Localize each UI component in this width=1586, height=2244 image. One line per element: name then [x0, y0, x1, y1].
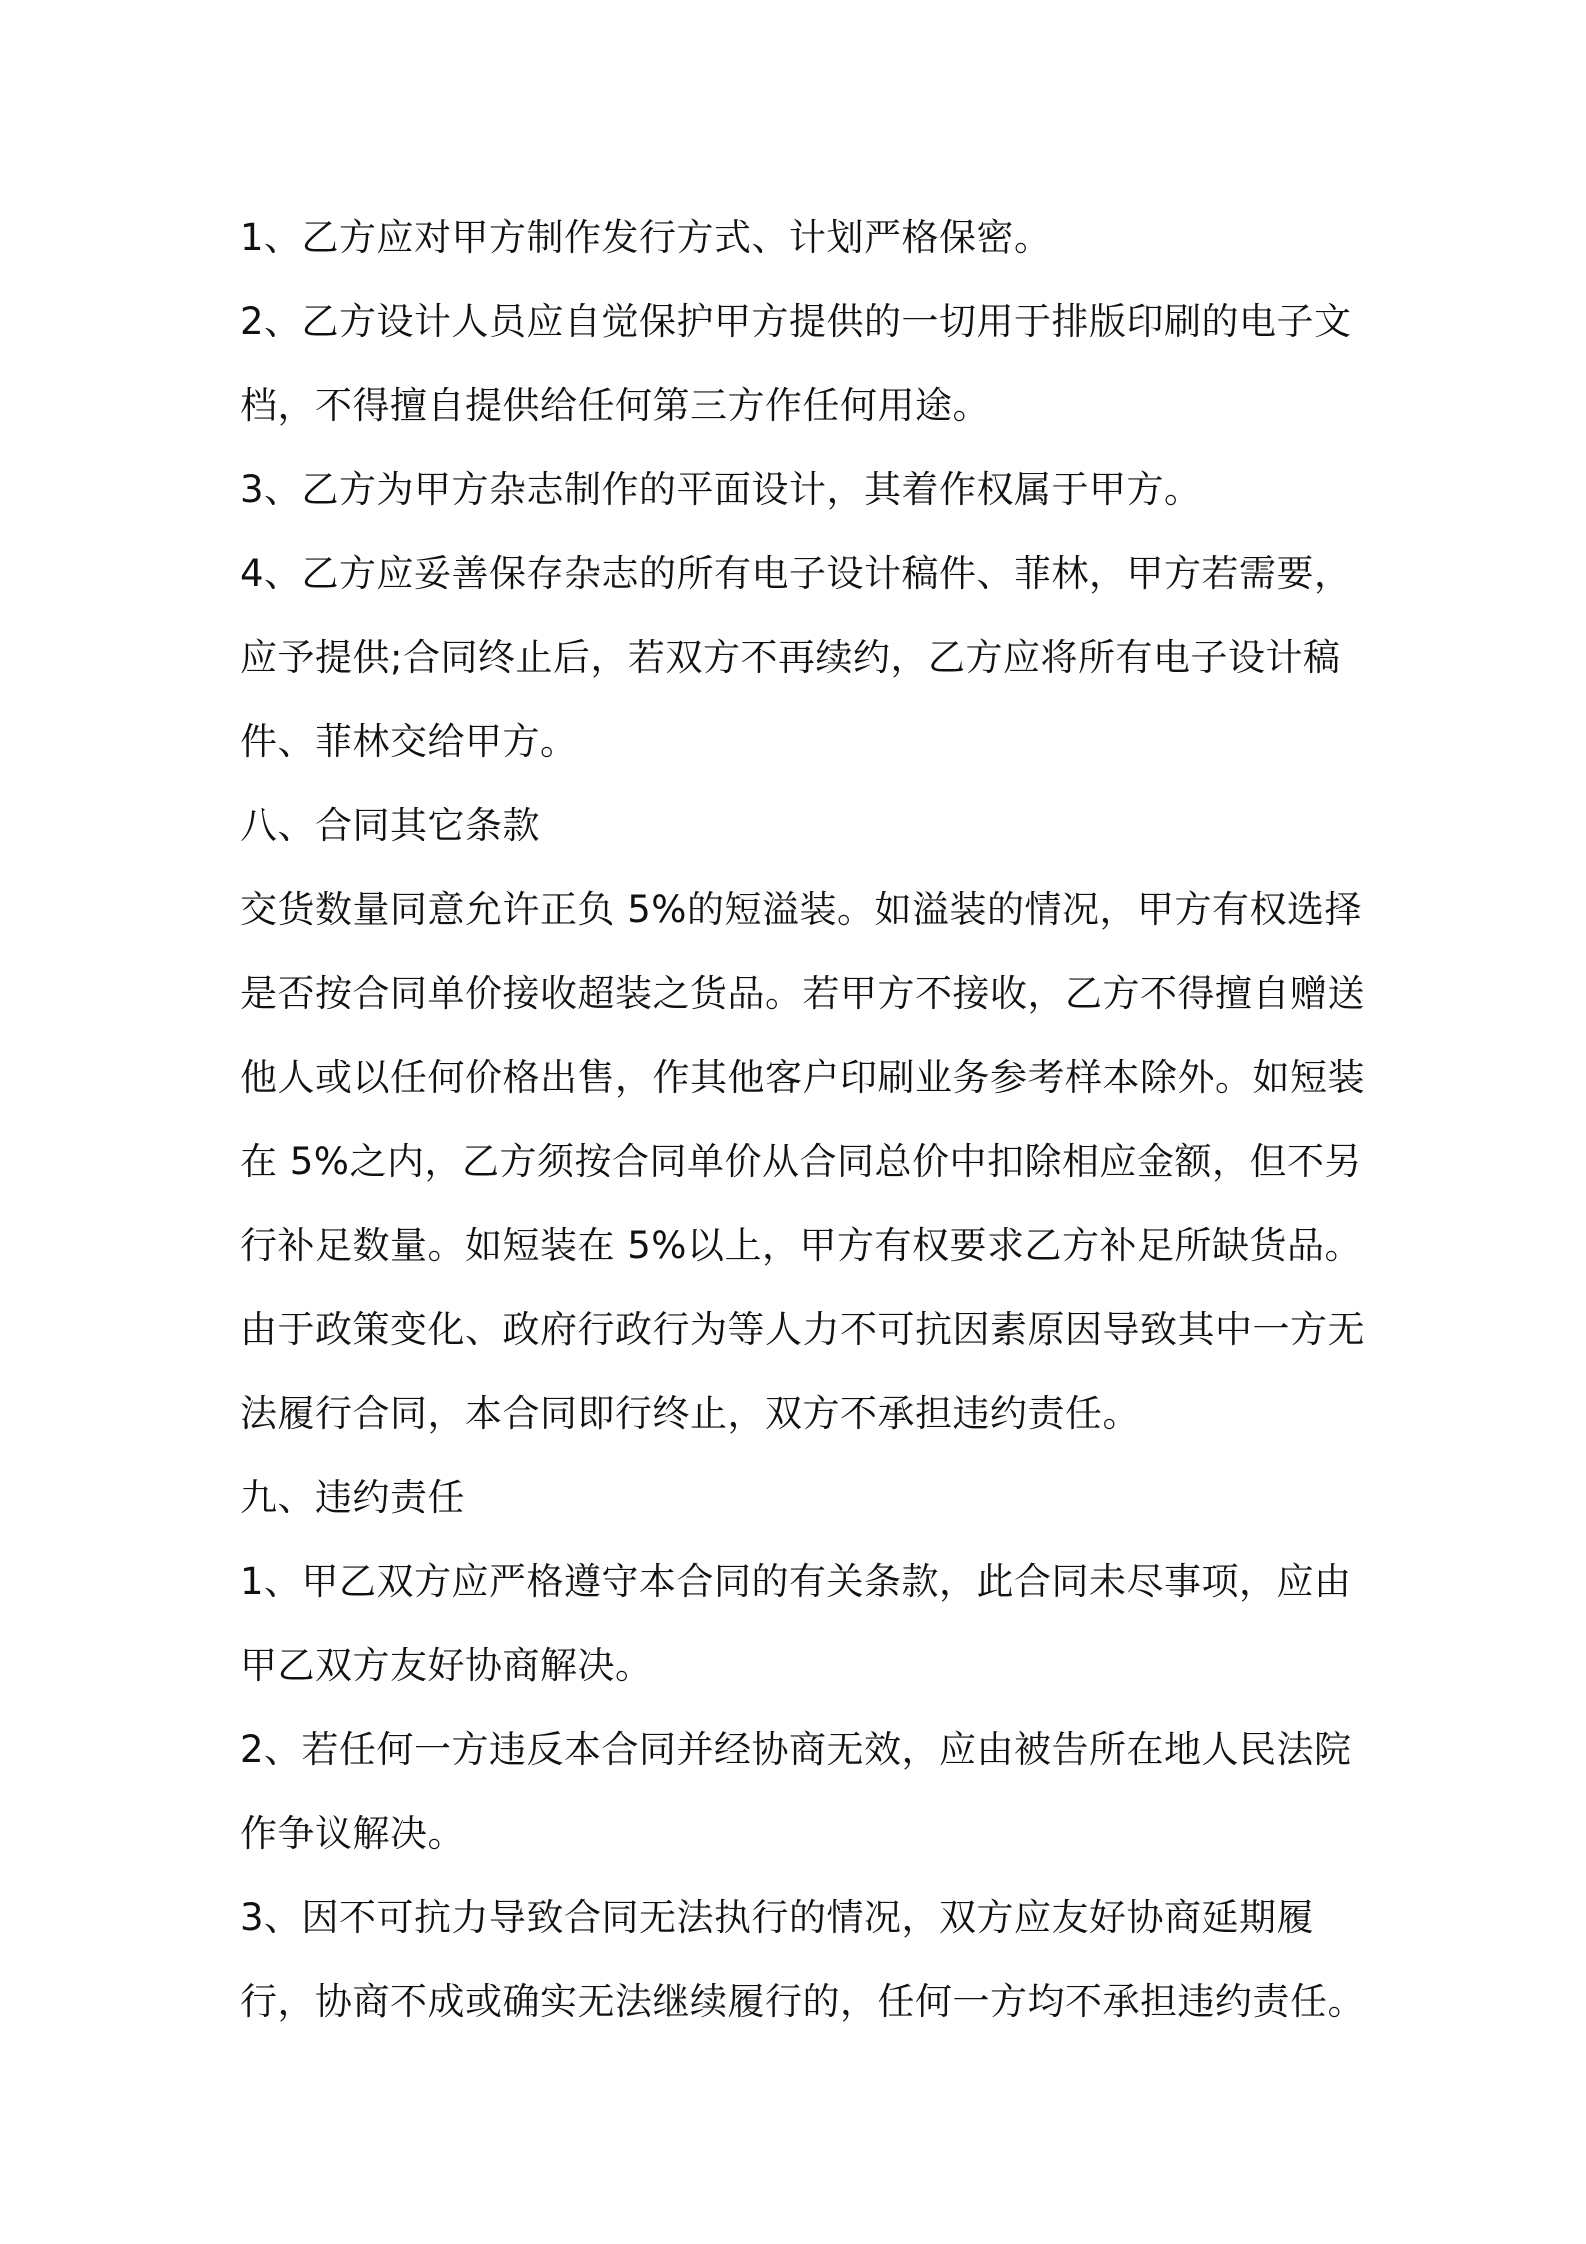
section-heading-liability: 九、违约责任 [240, 1476, 465, 1519]
clause-2-file-protection: 2、乙方设计人员应自觉保护甲方提供的一切用于排版印刷的电子文档，不得擅自提供给任何第三方作任何用途。 [240, 300, 1352, 427]
clause-4-file-storage: 4、乙方应妥善保存杂志的所有电子设计稿件、菲林，甲方若需要，应予提供;合同终止后，若双方不再续约，乙方应将所有电子设计稿件、菲林交给甲方。 [240, 552, 1352, 763]
liability-clause-3: 3、因不可抗力导致合同无法执行的情况，双方应友好协商延期履行，协商不成或确实无法继续履行的，任何一方均不承担违约责任。 [240, 1896, 1365, 2023]
document-body [240, 196, 1365, 2044]
clause-1-confidentiality: 1、乙方应对甲方制作发行方式、计划严格保密。 [240, 216, 1052, 259]
section-heading-other-terms: 八、合同其它条款 [240, 804, 540, 847]
clause-3-copyright: 3、乙方为甲方杂志制作的平面设计，其着作权属于甲方。 [240, 468, 1202, 511]
delivery-quantity-paragraph: 交货数量同意允许正负 5%的短溢装。如溢装的情况，甲方有权选择是否按合同单价接收超装之货品。若甲方不接收，乙方不得擅自赠送他人或以任何价格出售，作其他客户印刷业务参考样本除外。如短装在 5%之内，乙方须按合同单价从合同总价中扣除相应金额，但不另行补足数量。如短装在 5%以上，甲方有权要求乙方补足所缺货品。 [240, 888, 1365, 1267]
liability-clause-2: 2、若任何一方违反本合同并经协商无效，应由被告所在地人民法院作争议解决。 [240, 1728, 1352, 1855]
liability-clause-1: 1、甲乙双方应严格遵守本合同的有关条款，此合同未尽事项，应由甲乙双方友好协商解决。 [240, 1560, 1352, 1687]
force-majeure-paragraph: 由于政策变化、政府行政行为等人力不可抗因素原因导致其中一方无法履行合同，本合同即行终止，双方不承担违约责任。 [240, 1308, 1365, 1435]
